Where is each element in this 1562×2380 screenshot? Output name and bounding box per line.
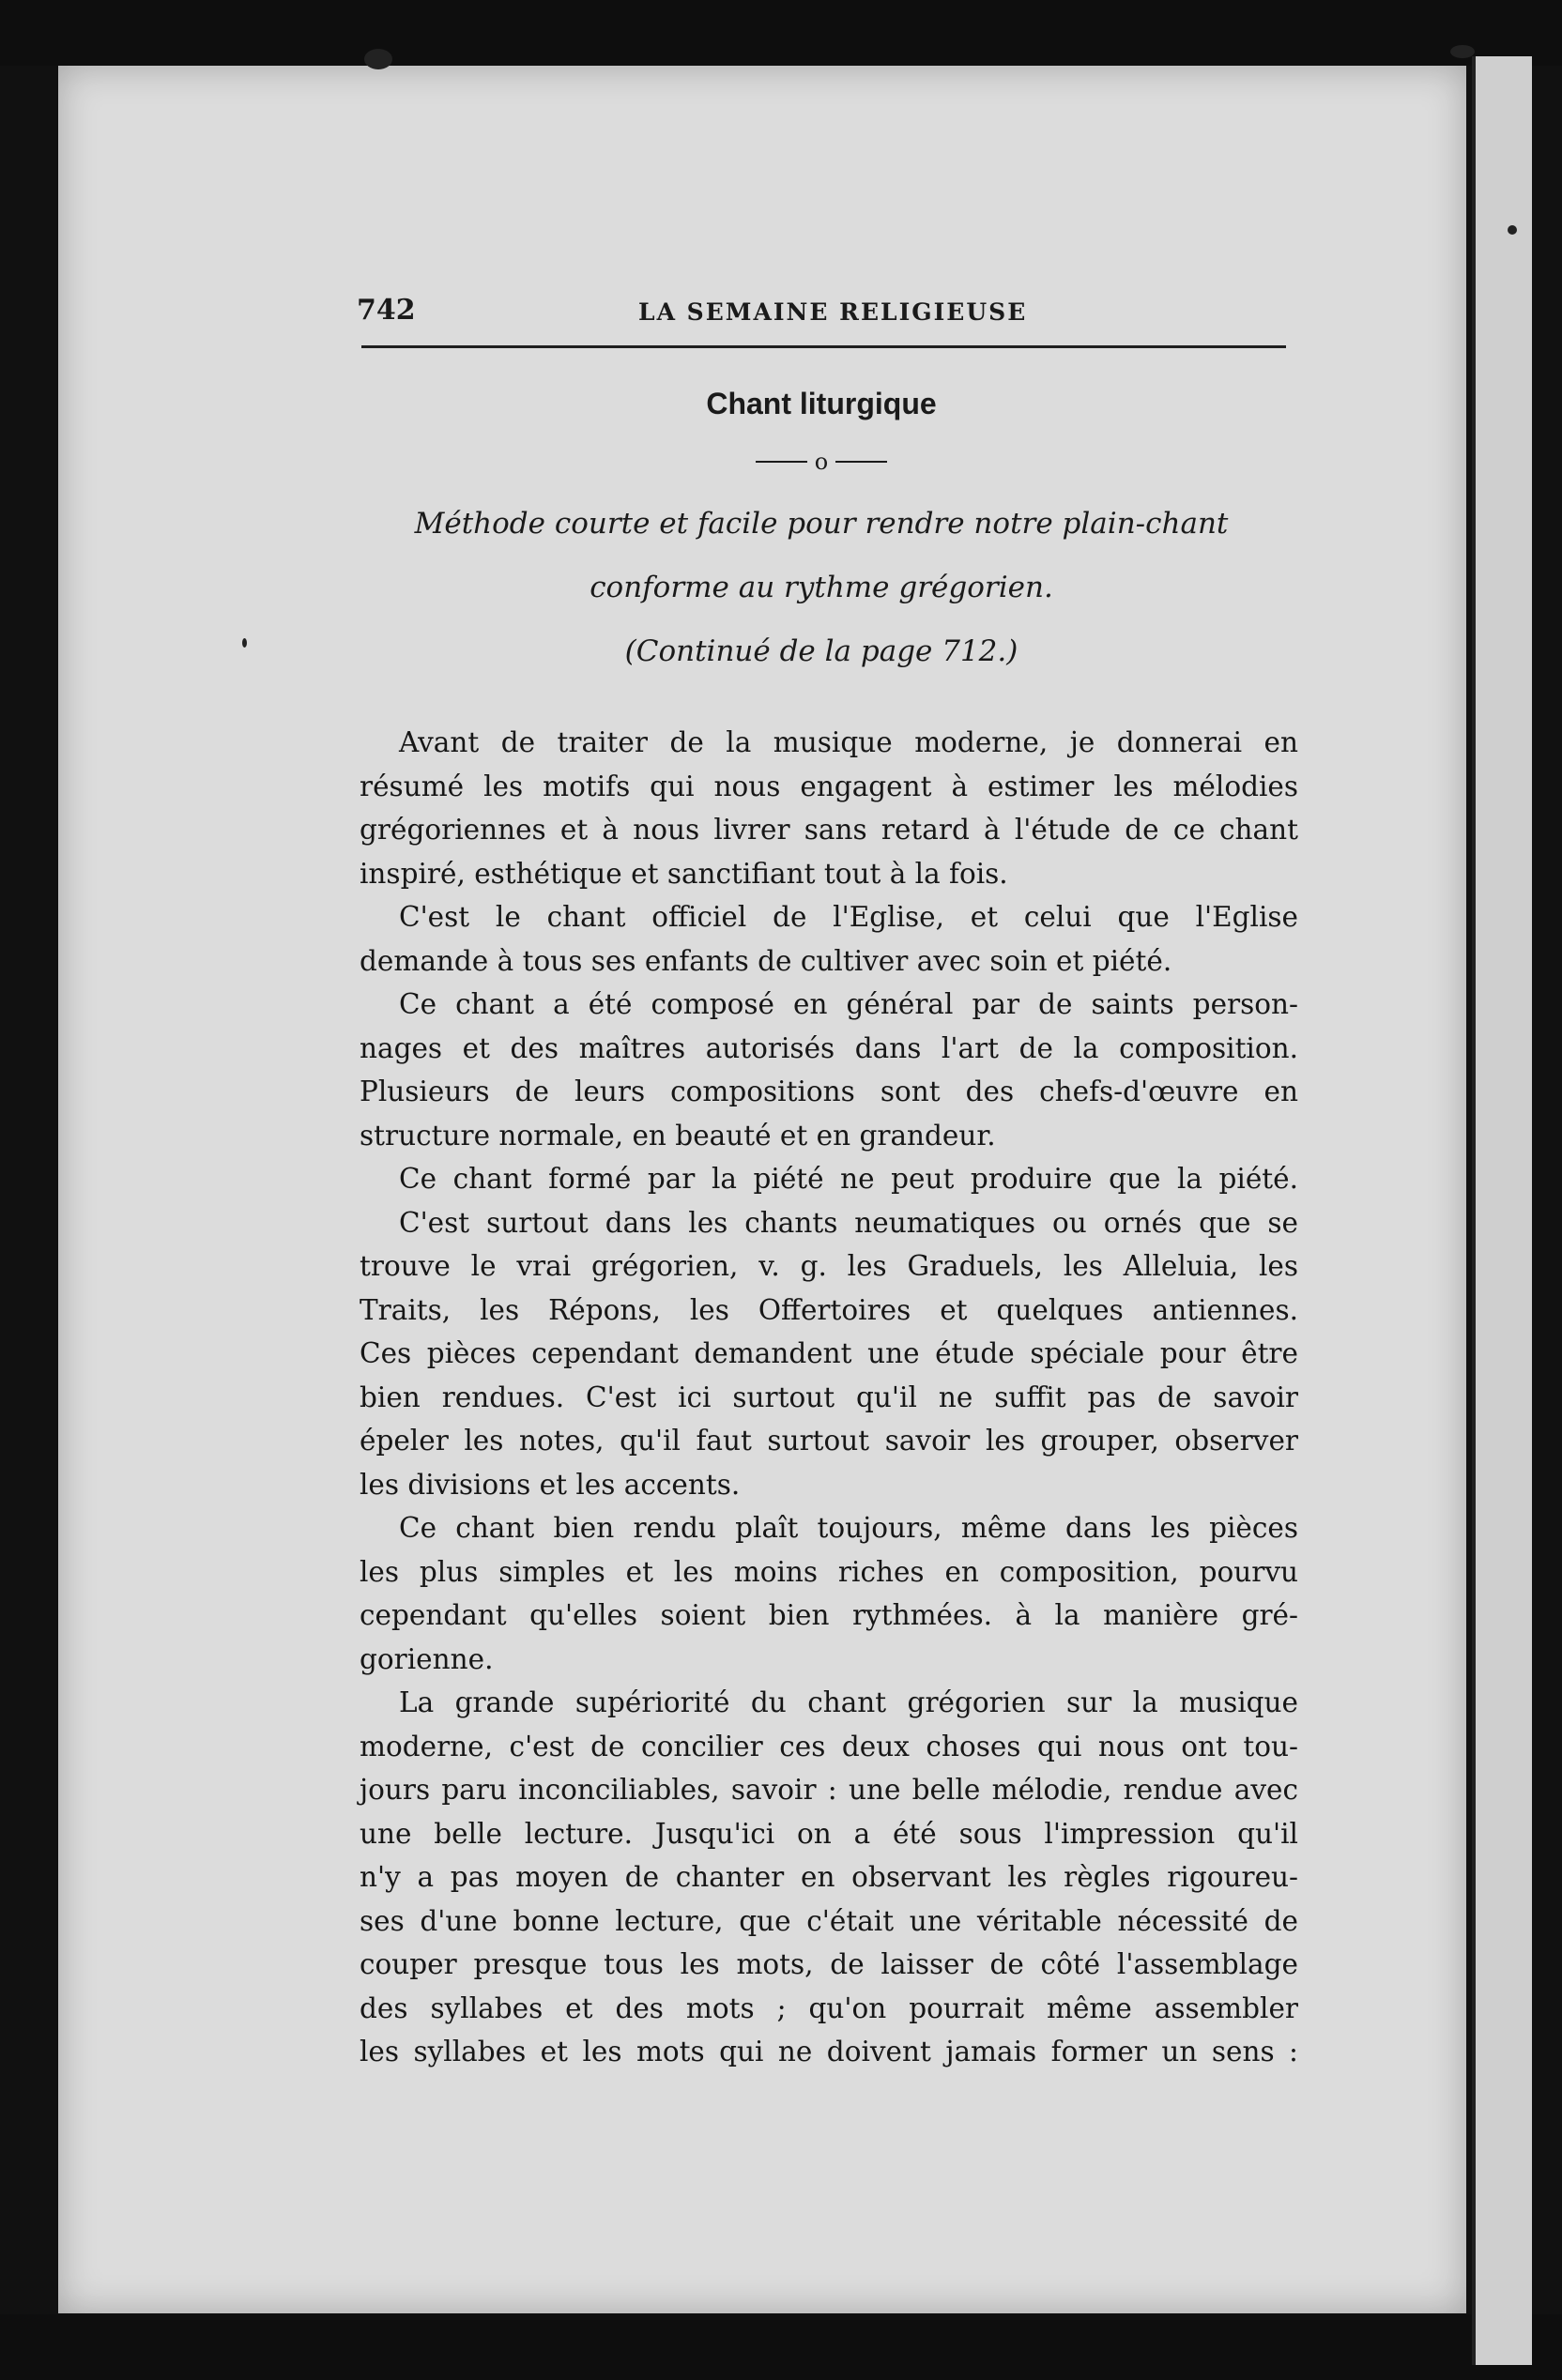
text-line: Ce chant bien rendu plaît toujours, même dans les pièces (399, 1512, 1298, 1544)
ornament-circle: o (814, 448, 829, 475)
title-ornament (357, 447, 1286, 475)
text-line: les syllabes et les mots qui ne doivent jamais former un sens : (360, 2036, 1298, 2067)
text-line: grégoriennes et à nous livrer sans retard à l'étude de ce chant (360, 814, 1298, 846)
text-line: ses d'une bonne lecture, que c'était une véritable nécessité de (360, 1904, 1298, 1937)
text-line: cependant qu'elles soient bien rythmées. à la manière gré- (360, 1599, 1298, 1631)
scan-speck (1508, 225, 1517, 235)
text-line: Ces pièces cependant demandent une étude spéciale pour être (360, 1337, 1298, 1369)
text-line: trouve le vrai grégorien, v. g. les Graduels, les Alleluia, les (360, 1250, 1298, 1282)
scan-speck (242, 638, 247, 648)
scan-speck (1450, 45, 1475, 58)
text-line: bien rendues. C'est ici surtout qu'il ne suffit pas de savoir (360, 1381, 1298, 1413)
adjacent-page-edge (1472, 56, 1532, 2365)
text-line: moderne, c'est de concilier ces deux choses qui nous ont tou- (360, 1730, 1298, 1762)
text-line: demande à tous ses enfants de cultiver avec soin et piété. (360, 944, 1172, 977)
scan-speck (364, 49, 392, 69)
ornament-dash-left (756, 461, 807, 463)
text-line: les divisions et les accents. (360, 1468, 741, 1501)
text-line: épeler les notes, qu'il faut surtout savoir les grouper, observer (360, 1425, 1298, 1457)
subtitle-line: Méthode courte et facile pour rendre notre plain-chant (414, 507, 1229, 541)
text-line: Ce chant formé par la piété ne peut produire que la piété. (399, 1163, 1298, 1195)
text-line: Plusieurs de leurs compositions sont des chefs-d'œuvre en (360, 1076, 1298, 1107)
text-line: résumé les motifs qui nous engagent à estimer les mélodies (360, 770, 1298, 802)
text-line: Avant de traiter de la musique moderne, je donnerai en (399, 726, 1298, 758)
continuation-note: (Continué de la page 712.) (624, 634, 1018, 668)
article-title: Chant liturgique (706, 387, 937, 420)
page-header (357, 289, 1286, 345)
text-line: structure normale, en beauté et en grandeur. (360, 1119, 996, 1152)
header-rule (361, 345, 1286, 348)
text-line: jours paru inconciliables, savoir : une belle mélodie, rendue avec (360, 1774, 1298, 1806)
article-body (360, 721, 1298, 2074)
text-line: gorienne. (360, 1642, 494, 1675)
text-line: n'y a pas moyen de chanter en observant les règles rigoureu- (360, 1861, 1298, 1893)
text-line: C'est surtout dans les chants neumatiques ou ornés que se (399, 1206, 1298, 1239)
film-border-bottom (0, 2314, 1562, 2380)
subtitle-line: conforme au rythme grégorien. (590, 571, 1053, 604)
text-line: inspiré, esthétique et sanctifiant tout à la fois. (360, 857, 1008, 890)
text-line: des syllabes et des mots ; qu'on pourrait même assembler (360, 1991, 1298, 2024)
text-line: La grande supériorité du chant grégorien sur la musique (399, 1686, 1298, 1718)
text-line: les plus simples et les moins riches en composition, pourvu (360, 1555, 1298, 1588)
film-border-top (0, 0, 1562, 66)
text-line: une belle lecture. Jusqu'ici on a été sous l'impression qu'il (360, 1817, 1298, 1850)
text-line: C'est le chant officiel de l'Eglise, et celui que l'Eglise (399, 901, 1298, 933)
running-title: LA SEMAINE RELIGIEUSE (638, 298, 1028, 326)
text-line: Ce chant a été composé en général par de saints person- (399, 988, 1298, 1020)
page-number: 742 (357, 294, 416, 327)
text-line: Traits, les Répons, les Offertoires et quelques antiennes. (360, 1293, 1298, 1326)
ornament-dash-right (835, 461, 887, 463)
text-line: couper presque tous les mots, de laisser de côté l'assemblage (360, 1948, 1298, 1980)
text-line: nages et des maîtres autorisés dans l'art de la composition. (360, 1031, 1298, 1064)
